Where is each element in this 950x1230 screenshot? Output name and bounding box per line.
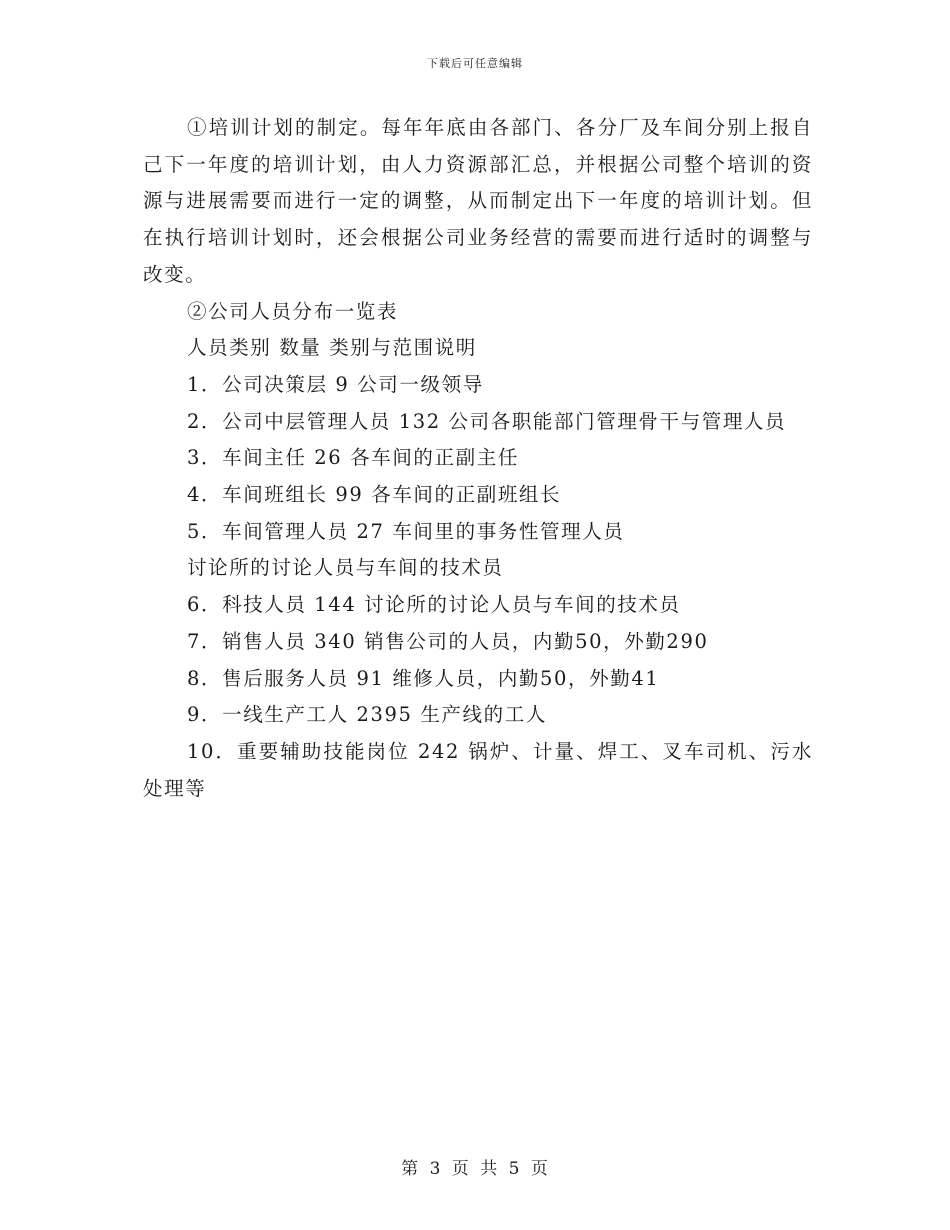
list-item: 3．车间主任 26 各车间的正副主任 [187, 446, 519, 470]
list-item: 4．车间班组长 99 各车间的正副班组长 [187, 483, 562, 507]
intro-paragraph: ①培训计划的制定。每年年底由各部门、各分厂及车间分别上报自己下一年度的培训计划，由人力资源部汇总，并根据公司整个培训的资源与进展需要而进行一定的调整，从而制定出下一年度的培训计划。但在执行培训计划时，还会根据公司业务经营的需要而进行适时的调整与改变。 [143, 116, 813, 286]
document-body [143, 110, 813, 807]
list-item: 2．公司中层管理人员 132 公司各职能部门管理骨干与管理人员 [187, 409, 787, 433]
list-item-last: 10．重要辅助技能岗位 242 锅炉、计量、焊工、叉车司机、污水处理等 [143, 739, 813, 800]
list-item: 讨论所的讨论人员与车间的技术员 [187, 556, 504, 580]
list-item: 1．公司决策层 9 公司一级领导 [187, 372, 484, 396]
table-header: 人员类别 数量 类别与范围说明 [187, 336, 477, 360]
list-item: 8．售后服务人员 91 维修人员，内勤50，外勤41 [187, 666, 660, 690]
table-title: ②公司人员分布一览表 [187, 299, 399, 323]
list-item: 6．科技人员 144 讨论所的讨论人员与车间的技术员 [187, 593, 681, 617]
page-header: 下载后可任意编辑 [427, 57, 523, 70]
list-item: 9．一线生产工人 2395 生产线的工人 [187, 703, 547, 727]
list-item: 7．销售人员 340 销售公司的人员，内勤50，外勤290 [187, 629, 709, 653]
list-item: 5．车间管理人员 27 车间里的事务性管理人员 [187, 519, 625, 543]
page-number: 第 3 页 共 5 页 [401, 1159, 549, 1179]
